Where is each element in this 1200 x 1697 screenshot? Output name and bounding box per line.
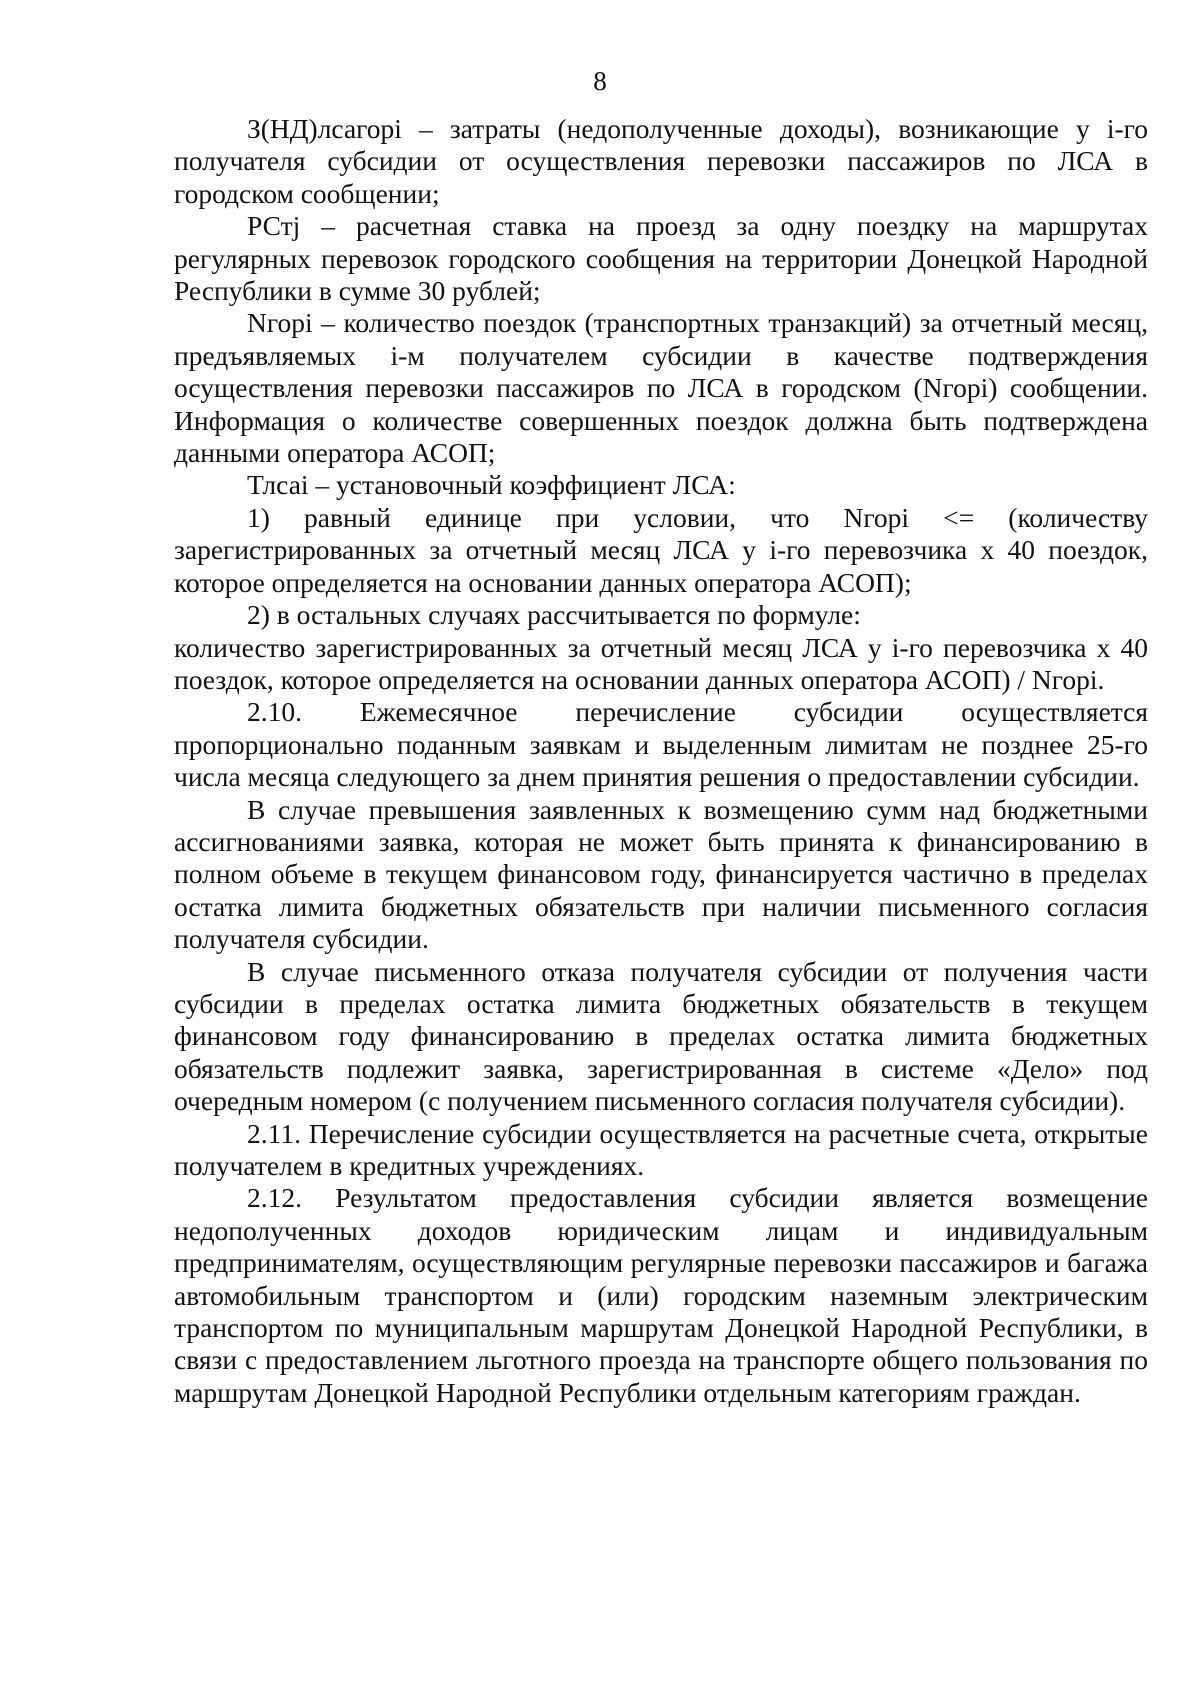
paragraph-clause-2-10: 2.10. Ежемесячное перечисление субсидии осуществляется пропорционально поданным заявкам и выделенным лимитам не позднее 25-го числа месяца следующего за днем принятия решения о предоставлении субсидии. bbox=[174, 696, 1148, 793]
paragraph-coefficient-case-1: 1) равный единице при условии, что Nгорі <= (количеству зарегистрированных за отчетный месяц ЛСА у і-го перевозчика х 40 поездок, которое определяется на основании данных оператора АСОП); bbox=[174, 501, 1148, 598]
paragraph-clause-2-11: 2.11. Перечисление субсидии осуществляется на расчетные счета, открытые получателем в кредитных учреждениях. bbox=[174, 1117, 1148, 1181]
document-body bbox=[174, 113, 1148, 1409]
paragraph-trips-definition: Nгорі – количество поездок (транспортных транзакций) за отчетный месяц, предъявляемых і-м получателем субсидии в качестве подтверждения осуществления перевозки пассажиров по ЛСА в городском (Nгорі) сообщении. Информация о количестве совершенных поездок должна быть подтверждена данными оператора АСОП; bbox=[174, 307, 1148, 469]
paragraph-coefficient-formula: количество зарегистрированных за отчетный месяц ЛСА у і-го перевозчика х 40 поездок, которое определяется на основании данных оператора АСОП) / Nгорі. bbox=[174, 631, 1148, 695]
paragraph-coefficient-definition: Тлсаі – установочный коэффициент ЛСА: bbox=[247, 469, 736, 501]
page-number: 8 bbox=[593, 66, 607, 96]
paragraph-rate-definition: РСтj – расчетная ставка на проезд за одну поездку на маршрутах регулярных перевозок городского сообщения на территории Донецкой Народной Республики в сумме 30 рублей; bbox=[174, 210, 1148, 307]
paragraph-written-refusal: В случае письменного отказа получателя субсидии от получения части субсидии в пределах остатка лимита бюджетных обязательств в текущем финансовом году финансированию в пределах остатка лимита бюджетных обязательств подлежит заявка, зарегистрированная в системе «Дело» под очередным номером (с получением письменного согласия получателя субсидии). bbox=[174, 955, 1148, 1117]
paragraph-coefficient-case-2: 2) в остальных случаях рассчитывается по формуле: bbox=[247, 599, 861, 631]
paragraph-clause-2-12: 2.12. Результатом предоставления субсидии является возмещение недополученных доходов юридическим лицам и индивидуальным предпринимателям, осуществляющим регулярные перевозки пассажиров и багажа автомобильным транспортом и (или) городским наземным электрическим транспортом по муниципальным маршрутам Донецкой Народной Республики, в связи с предоставлением льготного проезда на транспорте общего пользования по маршрутам Донецкой Народной Республики отдельным категориям граждан. bbox=[174, 1182, 1148, 1408]
paragraph-budget-excess: В случае превышения заявленных к возмещению сумм над бюджетными ассигнованиями заявка, которая не может быть принята к финансированию в полном объеме в текущем финансовом году, финансируется частично в пределах остатка лимита бюджетных обязательств при наличии письменного согласия получателя субсидии. bbox=[174, 793, 1148, 955]
paragraph-cost-definition: З(НД)лсагорі – затраты (недополученные доходы), возникающие у і-го получателя субсидии от осуществления перевозки пассажиров по ЛСА в городском сообщении; bbox=[174, 113, 1148, 209]
